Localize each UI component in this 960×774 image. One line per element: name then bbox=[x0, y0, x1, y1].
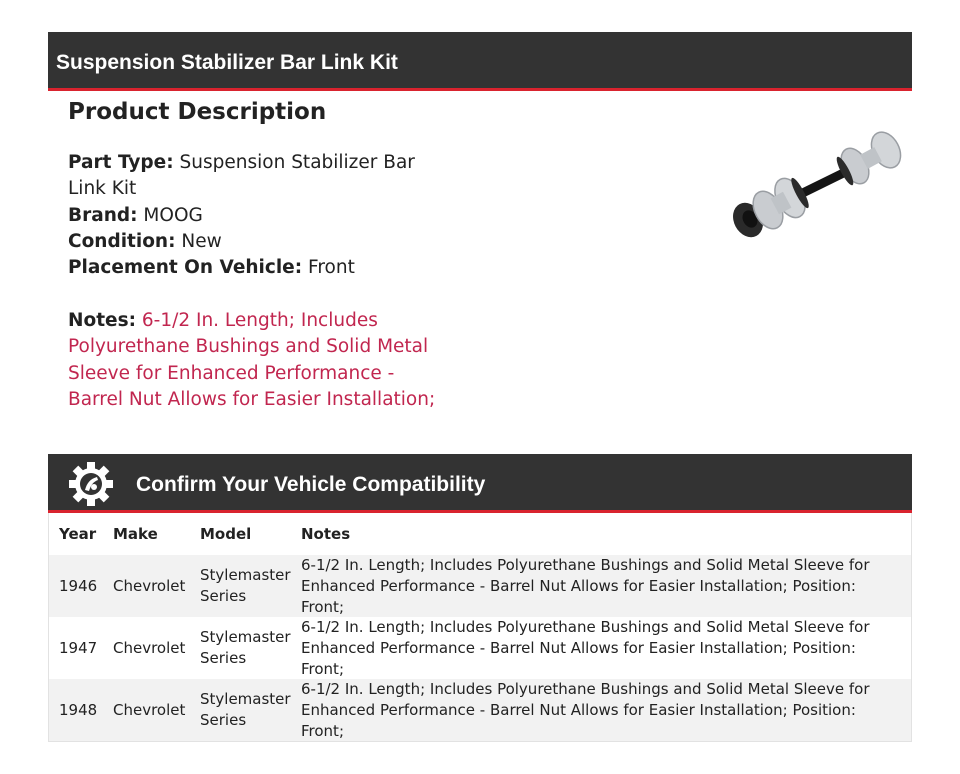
compatibility-bar bbox=[48, 454, 912, 513]
part-type-label: Part Type: bbox=[68, 152, 174, 173]
spec-brand bbox=[68, 203, 448, 229]
cell-year: 1948 bbox=[59, 700, 98, 719]
notes-label: Notes: bbox=[68, 310, 136, 331]
cell-year: 1946 bbox=[59, 576, 98, 595]
column-header-make: Make bbox=[113, 524, 158, 543]
condition-label: Condition: bbox=[68, 230, 176, 252]
product-description bbox=[68, 95, 448, 129]
notes-value: 6-1/2 In. Length; Includes Polyurethane Bushings and Solid Metal Sleeve for Enhanced Performance - Barrel Nut Allows for Easier Installation; bbox=[68, 310, 436, 410]
cell-notes: 6-1/2 In. Length; Includes Polyurethane Bushings and Solid Metal Sleeve for Enhanced Performance - Barrel Nut Allows for Easier Installation; Position: Front; bbox=[301, 679, 870, 740]
cell-year: 1947 bbox=[59, 638, 98, 657]
spec-placement bbox=[68, 255, 448, 281]
cell-notes: 6-1/2 In. Length; Includes Polyurethane Bushings and Solid Metal Sleeve for Enhanced Performance - Barrel Nut Allows for Easier Installation; Position: Front; bbox=[301, 555, 870, 616]
compatibility-table bbox=[48, 513, 912, 742]
spec-part-type bbox=[68, 150, 448, 203]
table-row bbox=[49, 679, 911, 741]
condition-value: New bbox=[181, 230, 222, 252]
cell-make: Chevrolet bbox=[113, 700, 186, 719]
product-notes bbox=[68, 308, 448, 413]
description-heading: Product Description bbox=[68, 99, 327, 125]
brand-label: Brand: bbox=[68, 204, 138, 226]
cell-make: Chevrolet bbox=[113, 576, 186, 595]
spec-list bbox=[68, 150, 448, 281]
cell-make: Chevrolet bbox=[113, 638, 186, 657]
placement-label: Placement On Vehicle: bbox=[68, 257, 303, 279]
cell-notes: 6-1/2 In. Length; Includes Polyurethane Bushings and Solid Metal Sleeve for Enhanced Performance - Barrel Nut Allows for Easier Installation; Position: Front; bbox=[301, 617, 870, 678]
column-header-model: Model bbox=[200, 524, 252, 543]
table-row bbox=[49, 617, 911, 679]
brand-value: MOOG bbox=[143, 204, 203, 226]
column-header-year: Year bbox=[59, 524, 97, 543]
table-row bbox=[49, 555, 911, 617]
column-header-notes: Notes bbox=[301, 524, 351, 543]
product-image bbox=[728, 124, 908, 244]
product-title-bar bbox=[48, 32, 912, 91]
table-header bbox=[49, 513, 911, 555]
compatibility-title: Confirm Your Vehicle Compatibility bbox=[136, 473, 486, 496]
part-type-value: Suspension Stabilizer Bar Link Kit bbox=[68, 152, 415, 200]
cell-model: Stylemaster Series bbox=[200, 566, 291, 605]
cell-model: Stylemaster Series bbox=[200, 690, 291, 729]
cell-model: Stylemaster Series bbox=[200, 628, 291, 667]
gear-icon bbox=[68, 461, 114, 507]
spec-condition bbox=[68, 229, 448, 255]
placement-value: Front bbox=[308, 257, 355, 279]
product-title: Suspension Stabilizer Bar Link Kit bbox=[56, 51, 398, 74]
